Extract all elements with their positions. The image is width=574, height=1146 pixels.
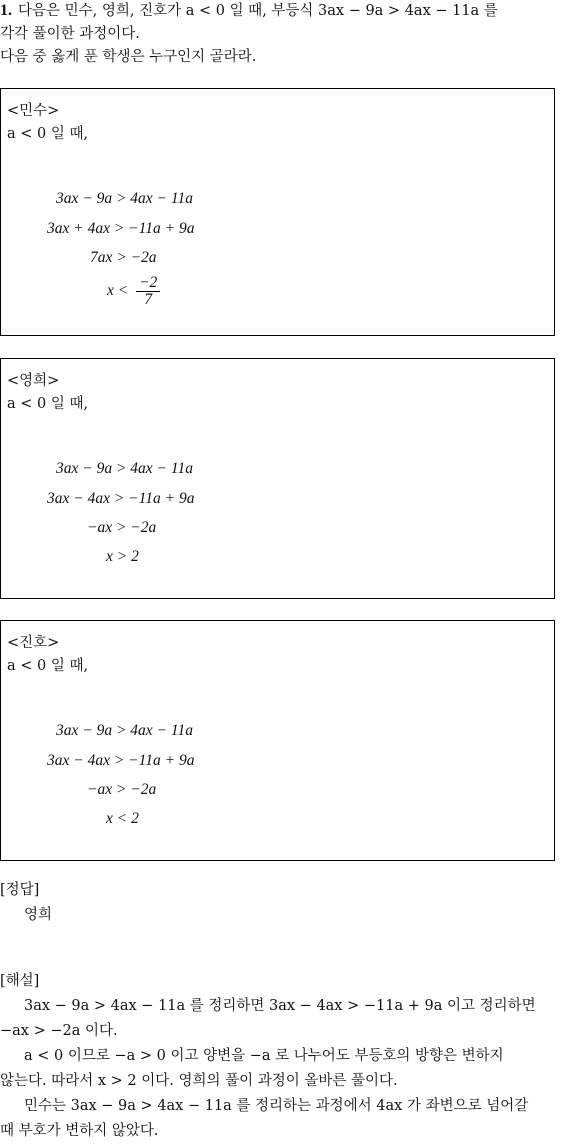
solution-condition: a < 0 일 때, — [7, 396, 89, 412]
answer-heading: [정답] — [0, 882, 40, 898]
equation-step: 3ax − 9a > 4ax − 11a — [56, 722, 193, 739]
explanation-heading: [해설] — [0, 973, 40, 989]
fraction-numerator: −2 — [136, 275, 160, 292]
explanation-line: 3ax − 9a > 4ax − 11a 를 정리하면 3ax − 4ax > −11a + 9a 이고 정리하면 — [24, 998, 536, 1014]
solution-condition: a < 0 일 때, — [7, 658, 89, 674]
equation-final — [107, 275, 160, 308]
equation-step: 7ax > −2a — [90, 249, 157, 266]
explanation-line: a < 0 이므로 −a > 0 이고 양변을 −a 로 나누어도 부등호의 방향은 변하지 — [24, 1048, 504, 1064]
solution-title: <진호> — [7, 635, 60, 651]
final-lhs: x < — [107, 282, 129, 300]
equation-step: 3ax − 4ax > −11a + 9a — [47, 490, 195, 507]
explanation-line: −ax > −2a 이다. — [0, 1023, 118, 1039]
question-line-2: 각각 풀이한 과정이다. — [0, 26, 140, 42]
equation-step: 3ax − 9a > 4ax − 11a — [56, 190, 193, 207]
fraction-denominator: 7 — [144, 291, 153, 308]
question-text-1: 다음은 민수, 영희, 진호가 a < 0 일 때, 부등식 3ax − 9a > 4ax − 11a 를 — [18, 3, 498, 19]
question-line-1 — [0, 0, 498, 22]
explanation-line: 않는다. 따라서 x > 2 이다. 영희의 풀이 과정이 올바른 풀이다. — [0, 1073, 398, 1089]
solution-title: <영희> — [7, 373, 60, 389]
answer-value: 영희 — [24, 907, 53, 923]
equation-step: x < 2 — [106, 810, 139, 827]
solution-title: <민수> — [7, 103, 60, 119]
explanation-line: 민수는 3ax − 9a > 4ax − 11a 를 정리하는 과정에서 4ax 가 좌변으로 넘어갈 — [24, 1098, 529, 1114]
question-number: 1. — [0, 2, 12, 19]
equation-step: 3ax − 4ax > −11a + 9a — [47, 752, 195, 769]
solution-box-younghee — [0, 358, 555, 599]
equation-step: 3ax + 4ax > −11a + 9a — [47, 220, 195, 237]
equation-step: −ax > −2a — [87, 781, 157, 798]
explanation-line: 때 부호가 변하지 않았다. — [0, 1123, 159, 1139]
solution-box-minsu — [0, 88, 555, 336]
fraction — [136, 275, 160, 308]
solution-condition: a < 0 일 때, — [7, 126, 89, 142]
equation-step: 3ax − 9a > 4ax − 11a — [56, 460, 193, 477]
equation-step: −ax > −2a — [87, 519, 157, 536]
equation-step: x > 2 — [106, 548, 139, 565]
solution-box-jinho — [0, 620, 555, 861]
question-line-3: 다음 중 옳게 푼 학생은 누구인지 골라라. — [0, 49, 257, 65]
